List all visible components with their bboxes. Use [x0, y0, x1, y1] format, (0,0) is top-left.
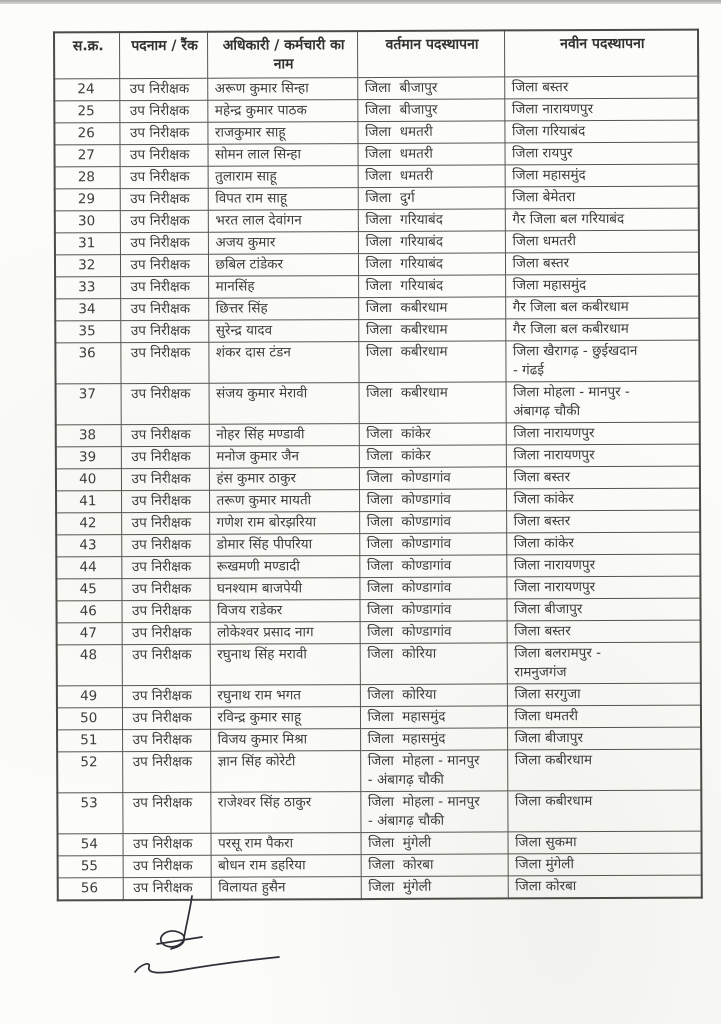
cell-officer-name: डोमार सिंह पीपरिया	[209, 534, 359, 557]
cell-serial-number: 30	[55, 211, 120, 233]
cell-current-posting: जिला मोहला - मानपुर - अंबागढ़ चौकी	[360, 791, 507, 833]
cell-serial-number: 51	[57, 730, 122, 752]
cell-rank: उप निरीक्षक	[121, 600, 209, 622]
table-row	[57, 790, 701, 834]
header-current-posting: वर्तमान पदस्थापना	[357, 30, 504, 77]
cell-new-posting: गैर जिला बल कबीरधाम	[505, 318, 699, 341]
cell-new-posting: जिला मोहला - मानपुर - अंबागढ़ चौकी	[506, 381, 700, 423]
cell-officer-name: रूखमणी मण्डादी	[209, 556, 359, 579]
cell-serial-number: 28	[55, 167, 120, 189]
table-row	[56, 381, 700, 425]
cell-current-posting: जिला कोण्डागांव	[359, 577, 506, 600]
cell-officer-name: ज्ञान सिंह कोरेटी	[210, 751, 360, 793]
cell-officer-name: तरूण कुमार मायती	[209, 490, 359, 513]
cell-rank: उप निरीक्षक	[123, 877, 211, 900]
cell-current-posting: जिला मुंगेली	[361, 876, 508, 899]
cell-rank: उप निरीक्षक	[119, 100, 207, 122]
cell-current-posting: जिला कोरिया	[360, 684, 507, 707]
table-row	[54, 98, 698, 123]
cell-new-posting: जिला महासमुंद	[505, 164, 699, 187]
cell-new-posting: जिला खैरागढ़ - छुईखदान - गंढई	[505, 340, 699, 382]
cell-current-posting: जिला गरियाबंद	[358, 275, 505, 298]
cell-serial-number: 53	[57, 793, 122, 834]
cell-new-posting: जिला मुंगेली	[508, 853, 702, 876]
cell-officer-name: विलायत हुसैन	[211, 877, 361, 900]
cell-officer-name: छबिल टांडेकर	[208, 254, 358, 277]
cell-rank: उप निरीक्षक	[122, 751, 210, 792]
cell-officer-name: नोहर सिंह मण्डावी	[209, 424, 359, 447]
cell-rank: उप निरीक्षक	[122, 792, 210, 833]
cell-current-posting: जिला दुर्ग	[358, 187, 505, 210]
cell-rank: उप निरीक्षक	[121, 383, 209, 424]
transfer-table-wrapper	[53, 29, 701, 902]
cell-new-posting: जिला कोरबा	[508, 875, 702, 898]
cell-serial-number: 41	[56, 491, 121, 513]
cell-serial-number: 26	[54, 123, 119, 145]
table-row	[55, 164, 699, 189]
table-row	[57, 642, 701, 686]
cell-new-posting: जिला कांकेर	[506, 532, 700, 555]
cell-serial-number: 44	[56, 557, 121, 579]
table-row	[55, 296, 699, 321]
cell-rank: उप निरीक्षक	[120, 298, 208, 320]
cell-serial-number: 50	[57, 708, 122, 730]
cell-rank: उप निरीक्षक	[123, 855, 211, 877]
cell-rank: उप निरीक्षक	[122, 729, 210, 751]
header-designation-rank: पदनाम / रैंक	[119, 32, 207, 79]
cell-current-posting: जिला कांकेर	[359, 423, 506, 446]
cell-officer-name: राजेश्वर सिंह ठाकुर	[210, 792, 360, 834]
cell-serial-number: 43	[56, 535, 121, 557]
cell-current-posting: जिला कोण्डागांव	[359, 489, 506, 512]
cell-current-posting: जिला कोण्डागांव	[359, 511, 506, 534]
cell-officer-name: लोकेश्वर प्रसाद नाग	[210, 622, 360, 645]
cell-serial-number: 55	[58, 856, 123, 878]
table-row	[55, 318, 699, 343]
cell-current-posting: जिला कोण्डागांव	[359, 533, 506, 556]
cell-officer-name: सुरेन्द्र यादव	[208, 320, 358, 343]
cell-new-posting: जिला बस्तर	[506, 466, 700, 489]
table-row	[57, 705, 701, 730]
table-row	[54, 120, 698, 145]
cell-rank: उप निरीक्षक	[122, 707, 210, 729]
table-row	[56, 422, 700, 447]
table-row	[56, 466, 700, 491]
cell-new-posting: जिला महासमुंद	[505, 274, 699, 297]
table-row	[56, 444, 700, 469]
cell-serial-number: 34	[55, 299, 120, 321]
cell-officer-name: भरत लाल देवांगन	[208, 210, 358, 233]
cell-new-posting: जिला बस्तर	[505, 252, 699, 275]
cell-officer-name: राजकुमार साहू	[207, 122, 357, 145]
cell-officer-name: गणेश राम बोरझरिया	[209, 512, 359, 535]
cell-current-posting: जिला महासमुंद	[360, 728, 507, 751]
cell-new-posting: जिला बस्तर	[506, 510, 700, 533]
table-row	[58, 831, 702, 856]
cell-current-posting: जिला बीजापुर	[357, 99, 504, 122]
cell-rank: उप निरीक्षक	[121, 490, 209, 512]
cell-current-posting: जिला कोण्डागांव	[359, 599, 506, 622]
cell-rank: उप निरीक्षक	[121, 468, 209, 490]
cell-new-posting: जिला बीजापुर	[506, 598, 700, 621]
cell-current-posting: जिला गरियाबंद	[358, 253, 505, 276]
cell-new-posting: जिला बलरामपुर - रामनुजगंज	[507, 642, 701, 684]
cell-new-posting: जिला बेमेतरा	[505, 186, 699, 209]
cell-current-posting: जिला कबीरधाम	[358, 297, 505, 320]
cell-current-posting: जिला कबीरधाम	[358, 319, 505, 342]
cell-serial-number: 29	[55, 189, 120, 211]
cell-officer-name: सोमन लाल सिन्हा	[207, 144, 357, 167]
table-row	[57, 620, 701, 645]
cell-officer-name: रघुनाथ राम भगत	[210, 685, 360, 708]
cell-officer-name: बोधन राम डहरिया	[211, 855, 361, 878]
table-row	[55, 340, 699, 384]
table-row	[54, 142, 698, 167]
cell-new-posting: जिला कांकेर	[506, 488, 700, 511]
cell-current-posting: जिला कोण्डागांव	[359, 467, 506, 490]
cell-serial-number: 46	[56, 601, 121, 623]
cell-current-posting: जिला गरियाबंद	[358, 231, 505, 254]
table-row	[56, 598, 700, 623]
cell-serial-number: 56	[58, 878, 123, 901]
cell-current-posting: जिला कांकेर	[359, 445, 506, 468]
cell-rank: उप निरीक्षक	[120, 342, 208, 383]
cell-new-posting: जिला नारायणपुर	[506, 444, 700, 467]
cell-serial-number: 49	[57, 686, 122, 708]
cell-rank: उप निरीक्षक	[119, 78, 207, 100]
table-row	[55, 208, 699, 233]
cell-new-posting: जिला बीजापुर	[507, 727, 701, 750]
cell-officer-name: मनोज कुमार जैन	[209, 446, 359, 469]
cell-officer-name: रविन्द्र कुमार साहू	[210, 707, 360, 730]
cell-new-posting: जिला धमतरी	[505, 230, 699, 253]
cell-serial-number: 24	[54, 79, 119, 101]
table-row	[55, 252, 699, 277]
cell-new-posting: जिला धमतरी	[507, 705, 701, 728]
table-row	[55, 230, 699, 255]
table-row	[58, 853, 702, 878]
cell-new-posting: गैर जिला बल गरियाबंद	[505, 208, 699, 231]
cell-officer-name: अजय कुमार	[208, 232, 358, 255]
cell-officer-name: हंस कुमार ठाकुर	[209, 468, 359, 491]
cell-serial-number: 25	[54, 101, 119, 123]
cell-current-posting: जिला मुंगेली	[361, 832, 508, 855]
cell-officer-name: रघुनाथ सिंह मरावी	[210, 644, 360, 686]
cell-serial-number: 38	[56, 425, 121, 447]
table-row	[56, 576, 700, 601]
cell-rank: उप निरीक्षक	[120, 232, 208, 254]
cell-officer-name: विजय राडेकर	[209, 600, 359, 623]
cell-serial-number: 32	[55, 255, 120, 277]
cell-rank: उप निरीक्षक	[120, 276, 208, 298]
cell-serial-number: 54	[58, 834, 123, 856]
cell-current-posting: जिला कोरिया	[360, 643, 507, 685]
table-row	[54, 76, 698, 101]
scan-edge	[0, 0, 721, 4]
cell-new-posting: जिला कबीरधाम	[507, 749, 701, 791]
cell-serial-number: 52	[57, 752, 122, 793]
cell-current-posting: जिला धमतरी	[357, 143, 504, 166]
handwritten-signature	[128, 892, 293, 984]
cell-new-posting: जिला सुकमा	[508, 831, 702, 854]
cell-current-posting: जिला धमतरी	[357, 121, 504, 144]
cell-new-posting: जिला नारायणपुर	[506, 576, 700, 599]
cell-rank: उप निरीक्षक	[120, 188, 208, 210]
cell-serial-number: 39	[56, 447, 121, 469]
cell-rank: उप निरीक्षक	[120, 254, 208, 276]
cell-current-posting: जिला कबीरधाम	[358, 341, 505, 383]
header-officer-name: अधिकारी / कर्मचारी का नाम	[207, 31, 357, 78]
cell-serial-number: 45	[56, 579, 121, 601]
cell-current-posting: जिला महासमुंद	[360, 706, 507, 729]
cell-rank: उप निरीक्षक	[123, 833, 211, 855]
cell-officer-name: संजय कुमार मेरावी	[209, 383, 359, 425]
cell-new-posting: जिला गरियाबंद	[504, 120, 698, 143]
cell-current-posting: जिला कबीरधाम	[359, 382, 506, 424]
table-row	[56, 510, 700, 535]
cell-serial-number: 47	[57, 623, 122, 645]
cell-officer-name: मानसिंह	[208, 276, 358, 299]
cell-officer-name: विपत राम साहू	[208, 188, 358, 211]
cell-rank: उप निरीक्षक	[121, 556, 209, 578]
cell-rank: उप निरीक्षक	[122, 622, 210, 644]
cell-rank: उप निरीक्षक	[119, 122, 207, 144]
cell-rank: उप निरीक्षक	[121, 512, 209, 534]
cell-serial-number: 36	[55, 343, 120, 384]
cell-officer-name: तुलाराम साहू	[208, 166, 358, 189]
cell-serial-number: 35	[55, 321, 120, 343]
cell-new-posting: जिला बस्तर	[504, 76, 698, 99]
cell-rank: उप निरीक्षक	[120, 210, 208, 232]
cell-officer-name: घनश्याम बाजपेयी	[209, 578, 359, 601]
table-row	[57, 683, 701, 708]
cell-current-posting: जिला बीजापुर	[357, 77, 504, 100]
cell-new-posting: जिला नारायणपुर	[506, 422, 700, 445]
cell-officer-name: विजय कुमार मिश्रा	[210, 729, 360, 752]
cell-rank: उप निरीक्षक	[121, 424, 209, 446]
cell-rank: उप निरीक्षक	[120, 166, 208, 188]
cell-officer-name: अरूण कुमार सिन्हा	[207, 78, 357, 101]
cell-rank: उप निरीक्षक	[122, 685, 210, 707]
cell-current-posting: जिला गरियाबंद	[358, 209, 505, 232]
cell-current-posting: जिला धमतरी	[358, 165, 505, 188]
cell-new-posting: जिला बस्तर	[507, 620, 701, 643]
cell-officer-name: महेन्द्र कुमार पाठक	[207, 100, 357, 123]
cell-current-posting: जिला कोण्डागांव	[360, 621, 507, 644]
cell-rank: उप निरीक्षक	[121, 446, 209, 468]
transfer-table	[53, 29, 703, 902]
cell-current-posting: जिला मोहला - मानपुर - अंबागढ़ चौकी	[360, 750, 507, 792]
table-row	[57, 749, 701, 793]
cell-rank: उप निरीक्षक	[120, 320, 208, 342]
cell-rank: उप निरीक्षक	[121, 578, 209, 600]
cell-officer-name: परसू राम पैकरा	[211, 833, 361, 856]
table-row	[56, 554, 700, 579]
cell-new-posting: जिला कबीरधाम	[507, 790, 701, 832]
cell-serial-number: 37	[56, 384, 121, 425]
header-row	[54, 30, 698, 79]
cell-serial-number: 48	[57, 645, 122, 686]
header-serial-number: स.क्र.	[54, 32, 119, 79]
cell-current-posting: जिला कोरबा	[361, 854, 508, 877]
cell-serial-number: 27	[54, 145, 119, 167]
cell-serial-number: 31	[55, 233, 120, 255]
table-row	[55, 274, 699, 299]
cell-officer-name: शंकर दास टंडन	[208, 342, 358, 384]
cell-new-posting: जिला नारायणपुर	[506, 554, 700, 577]
cell-serial-number: 42	[56, 513, 121, 535]
cell-rank: उप निरीक्षक	[122, 644, 210, 685]
cell-current-posting: जिला कोण्डागांव	[359, 555, 506, 578]
cell-new-posting: जिला नारायणपुर	[504, 98, 698, 121]
table-row	[55, 186, 699, 211]
table-row	[57, 727, 701, 752]
table-row	[56, 488, 700, 513]
table-row	[56, 532, 700, 557]
header-new-posting: नवीन पदस्थापना	[504, 30, 698, 77]
cell-new-posting: जिला रायपुर	[504, 142, 698, 165]
cell-rank: उप निरीक्षक	[121, 534, 209, 556]
cell-rank: उप निरीक्षक	[119, 144, 207, 166]
cell-serial-number: 33	[55, 277, 120, 299]
cell-serial-number: 40	[56, 469, 121, 491]
cell-new-posting: जिला सरगुजा	[507, 683, 701, 706]
cell-new-posting: गैर जिला बल कबीरधाम	[505, 296, 699, 319]
cell-officer-name: छित्तर सिंह	[208, 298, 358, 321]
